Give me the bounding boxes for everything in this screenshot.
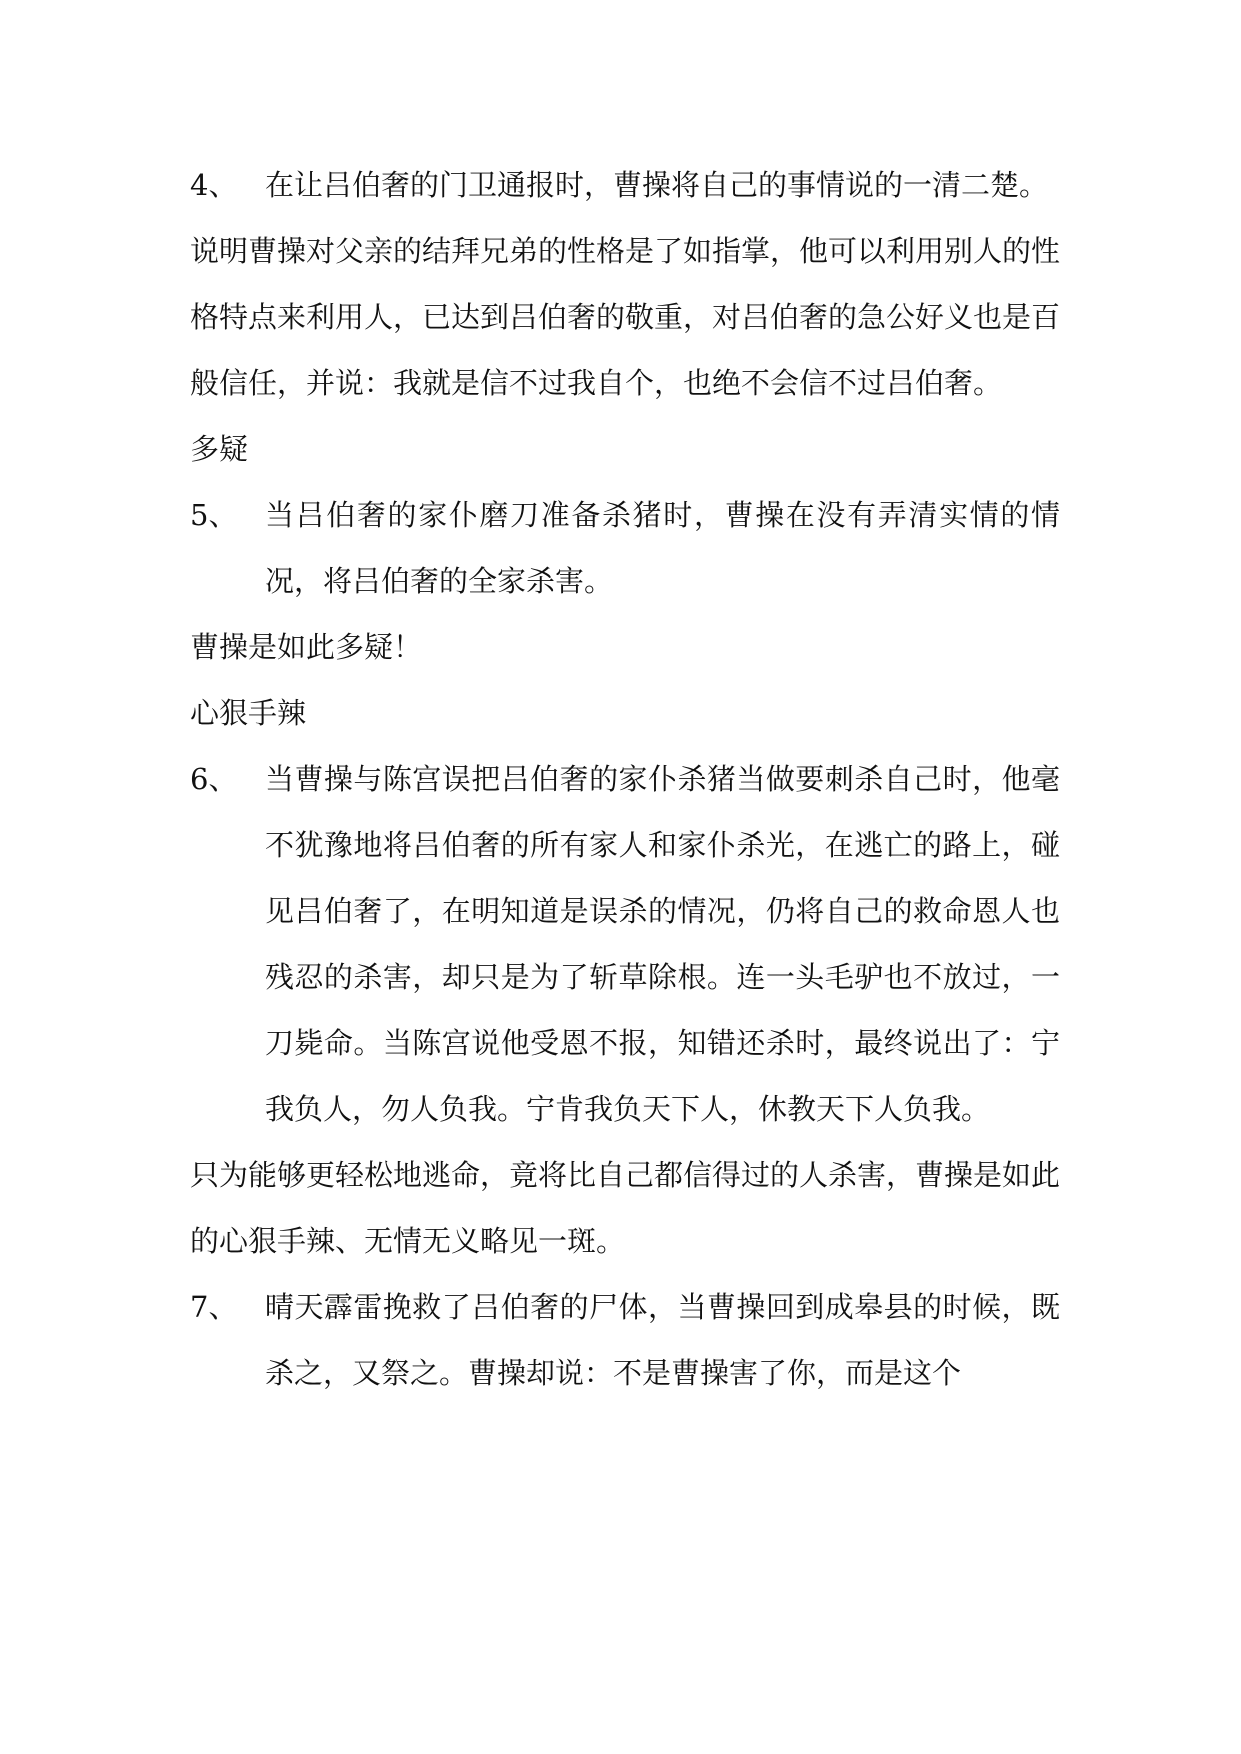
document-body <box>190 152 1060 1406</box>
list-item-text: 当吕伯奢的家仆磨刀准备杀猪时，曹操在没有弄清实情的情况，将吕伯奢的全家杀害。 <box>265 498 1060 598</box>
list-item-number: 5、 <box>190 498 238 532</box>
paragraph-conclusion-ruthless: 只为能够更轻松地逃命，竟将比自己都信得过的人杀害，曹操是如此的心狠手辣、无情无义略见一斑。 <box>190 1158 1061 1258</box>
list-item-text: 当曹操与陈宫误把吕伯奢的家仆杀猪当做要刺杀自己时，他毫不犹豫地将吕伯奢的所有家人和家仆杀光，在逃亡的路上，碰见吕伯奢了，在明知道是误杀的情况，仍将自己的救命恩人也残忍的杀害，却只是为了斩草除根。连一头毛驴也不放过，一刀毙命。当陈宫说他受恩不报，知错还杀时，最终说出了：宁我负人，勿人负我。宁肯我负天下人，休教天下人负我。 <box>265 762 1060 1126</box>
list-item-6 <box>190 746 1060 1142</box>
list-item-text: 晴天霹雷挽救了吕伯奢的尸体，当曹操回到成皋县的时候，既杀之，又祭之。曹操却说：不是曹操害了你，而是这个 <box>265 1290 1060 1390</box>
list-item-number: 4、 <box>190 168 238 202</box>
section-heading-ruthless: 心狠手辣 <box>190 696 307 730</box>
list-item-7 <box>190 1274 1060 1406</box>
list-item-number: 6、 <box>190 762 238 796</box>
paragraph-explanation-trust: 说明曹操对父亲的结拜兄弟的性格是了如指掌，他可以利用别人的性格特点来利用人，已达到吕伯奢的敬重，对吕伯奢的急公好义也是百般信任，并说：我就是信不过我自个，也绝不会信不过吕伯奢。 <box>190 234 1061 400</box>
list-item-5 <box>190 482 1060 614</box>
section-heading-suspicious: 多疑 <box>190 432 249 466</box>
paragraph-conclusion-suspicious: 曹操是如此多疑！ <box>190 630 423 664</box>
list-item-number: 7、 <box>190 1290 238 1324</box>
list-item-text: 在让吕伯奢的门卫通报时，曹操将自己的事情说的一清二楚。 <box>265 168 1049 202</box>
list-item-4 <box>190 152 1060 218</box>
